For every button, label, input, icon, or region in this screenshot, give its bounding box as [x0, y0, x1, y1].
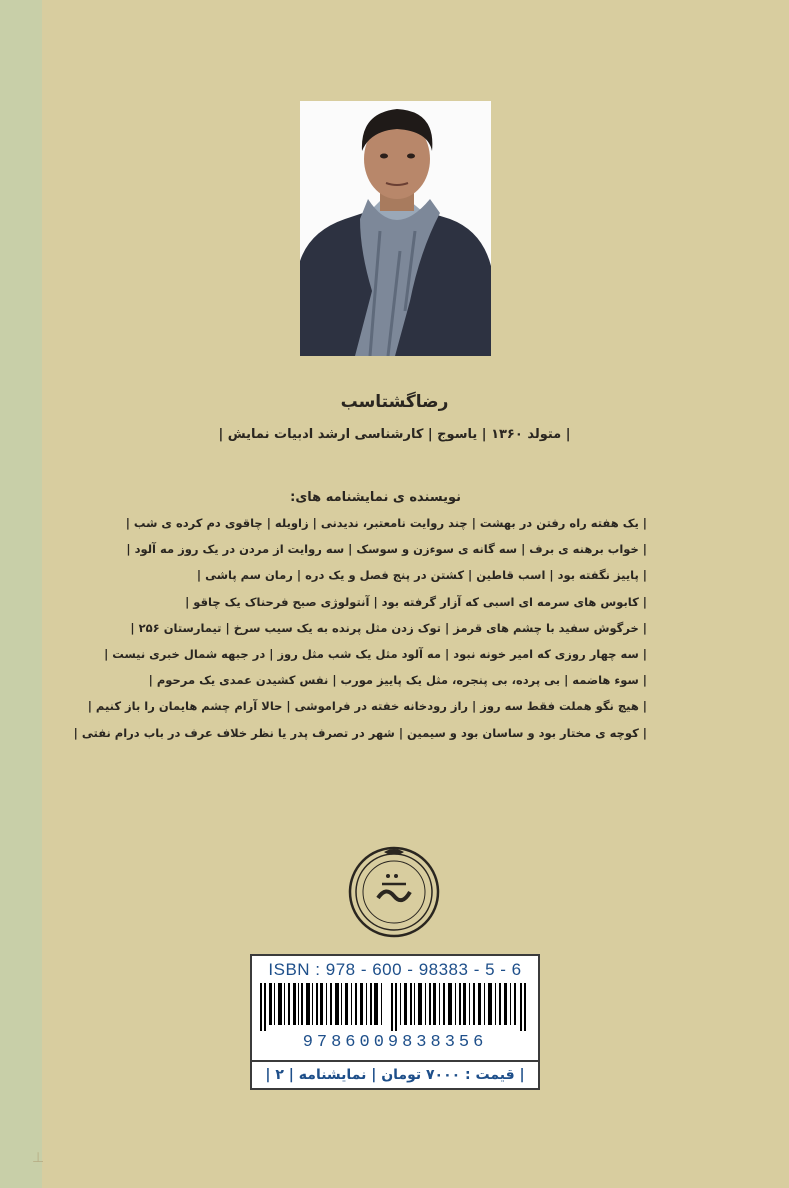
works-line: | هیچ نگو هملت فقط سه روز | راز رودخانه خفته در فراموشی | حالا آرام چشم هایمان را باز کنیم | [87, 699, 647, 714]
publisher-seal-icon [348, 846, 440, 938]
works-list [73, 510, 647, 746]
works-heading: نویسنده ی نمایشنامه های: [290, 490, 461, 505]
barcode-digits: 9786009838356 [302, 1033, 488, 1052]
works-line: | سوء هاضمه | بی پرده، بی پنجره، مثل یک پاییز مورب | نفس کشیدن عمدی یک مرحوم | [148, 673, 647, 688]
barcode-icon [260, 983, 530, 1031]
author-bio: | متولد ۱۳۶۰ | یاسوج | کارشناسی ارشد ادبیات نمایش | [218, 427, 571, 442]
author-name: رضاگشتاسب [340, 392, 449, 412]
isbn-box [250, 954, 540, 1062]
book-spine [0, 0, 43, 1188]
works-line: | پاییز نگفته بود | اسب قاطین | کشتن در پنج فصل و یک دره | رمان سم پاشی | [196, 568, 647, 583]
isbn-number: ISBN : 978 - 600 - 98383 - 5 - 6 [268, 960, 522, 979]
works-line: | یک هفته راه رفتن در بهشت | چند روایت نامعتبر، ندیدنی | زاویله | چاقوی دم کرده ی شب | [125, 516, 647, 530]
author-photo [300, 101, 491, 356]
corner-mark: ⊥ [32, 1150, 45, 1166]
works-line: | خرگوش سفید با چشم های قرمز | توک زدن مثل پرنده به یک سیب سرخ | تیمارستان ۲۵۶ | [130, 620, 647, 635]
works-line: | سه چهار روزی که امیر خونه نبود | مه آلود مثل یک شب مثل روز | در جبهه شمال خبری نیست | [104, 646, 647, 661]
works-line: | کوچه ی مختار بود و ساسان بود و سیمین | شهر در تصرف پدر یا نظر خلاف عرف در باب درام نفتی | [73, 725, 647, 740]
works-line: | خواب برهنه ی برف | سه گانه ی سوءزن و سوسک | سه روایت از مردن در یک روز مه آلود | [126, 542, 647, 557]
price-line: | قیمت : ۷۰۰۰ تومان | نمایشنامه | ۲ | [250, 1060, 540, 1090]
works-line: | کابوس های سرمه ای اسبی که آزار گرفته بود | آنتولوژی صبح فرحناک یک چاقو | [185, 594, 647, 609]
